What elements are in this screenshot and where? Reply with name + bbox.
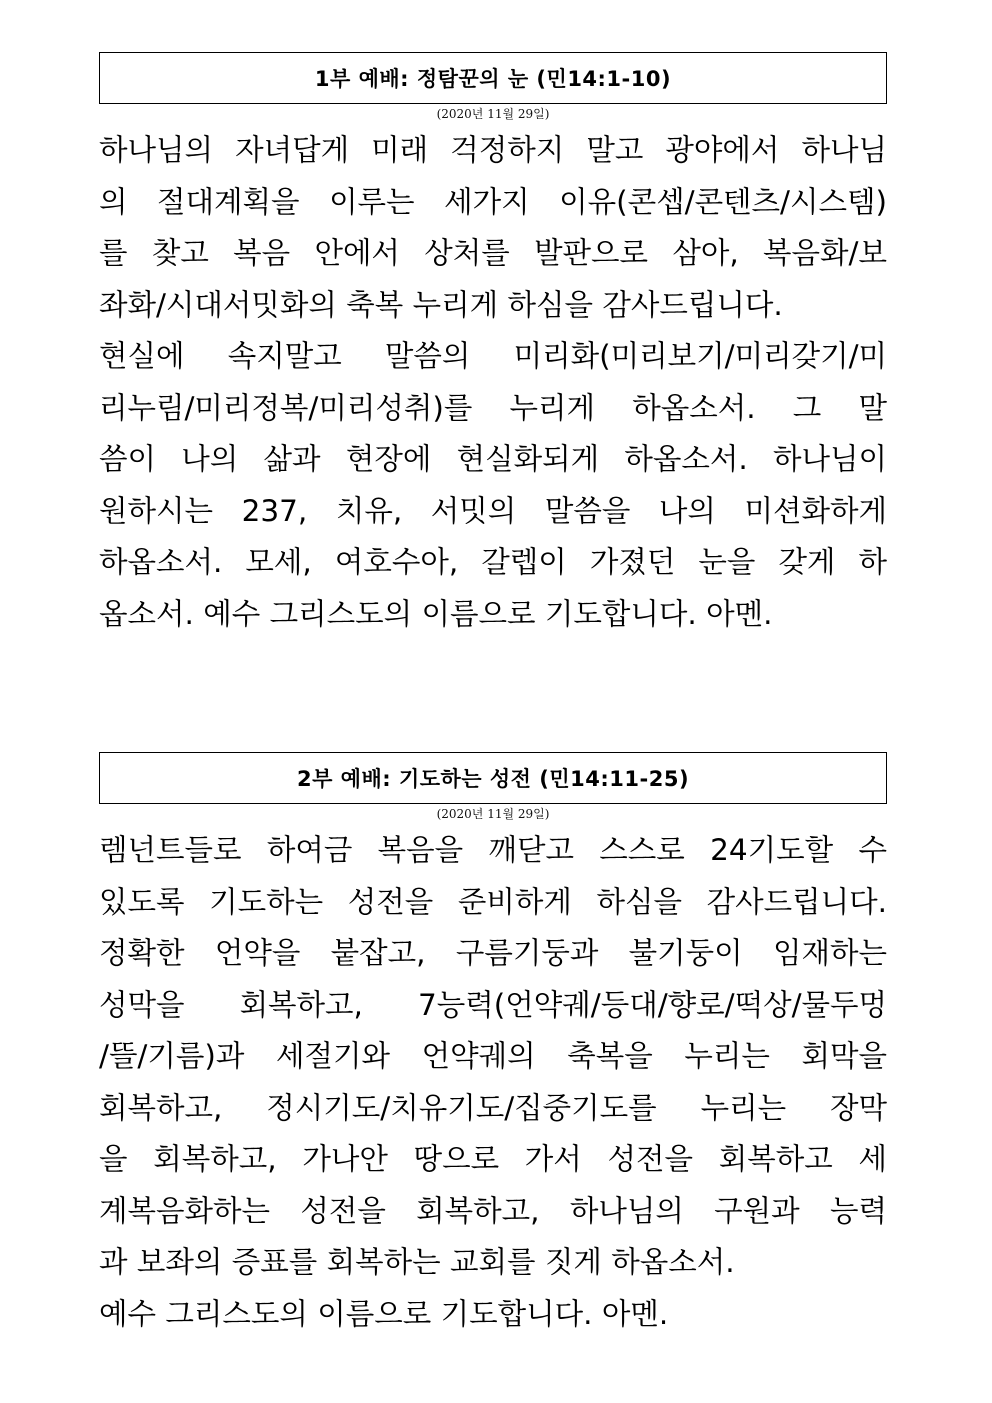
service-section-1 (99, 52, 887, 640)
service-section-2 (99, 752, 887, 1340)
prayer-text-1 (99, 125, 887, 640)
prayer-line: 하나님의 자녀답게 미래 걱정하지 말고 광야에서 하나님 (99, 133, 887, 167)
prayer-line: 의 절대계획을 이루는 세가지 이유(콘셉/콘텐츠/시스템) (99, 184, 887, 219)
prayer-line: 예수 그리스도의 이름으로 기도합니다. 아멘. (99, 1296, 669, 1331)
prayer-line: 정확한 언약을 붙잡고, 구름기둥과 불기둥이 임재하는 (99, 936, 887, 970)
prayer-line: 리누림/미리정복/미리성취)를 누리게 하옵소서. 그 말 (99, 390, 887, 425)
prayer-line: 을 회복하고, 가나안 땅으로 가서 성전을 회복하고 세 (99, 1142, 887, 1176)
service-title-1: 1부 예배: 정탐꾼의 눈 (민14:1-10) (314, 67, 672, 91)
service-date-2: (2020년 11월 29일) (436, 807, 550, 821)
service-title-box-2 (99, 752, 887, 804)
service-title-2: 2부 예배: 기도하는 성전 (민14:11-25) (296, 767, 690, 791)
prayer-line: 회복하고, 정시기도/치유기도/집중기도를 누리는 장막 (99, 1090, 887, 1125)
prayer-text-2 (99, 825, 887, 1340)
prayer-line: 원하시는 237, 치유, 서밋의 말씀을 나의 미션화하게 (99, 493, 887, 528)
prayer-line: 씀이 나의 삶과 현장에 현실화되게 하옵소서. 하나님이 (99, 442, 887, 476)
prayer-line: 렘넌트들로 하여금 복음을 깨닫고 스스로 24기도할 수 (99, 833, 887, 867)
prayer-line: 를 찾고 복음 안에서 상처를 발판으로 삼아, 복음화/보 (99, 236, 887, 270)
prayer-line: 과 보좌의 증표를 회복하는 교회를 짓게 하옵소서. (99, 1245, 735, 1279)
prayer-line: 하옵소서. 모세, 여호수아, 갈렙이 가졌던 눈을 갖게 하 (99, 545, 887, 579)
prayer-line: 성막을 회복하고, 7능력(언약궤/등대/향로/떡상/물두멍 (99, 987, 887, 1022)
prayer-line: /뜰/기름)과 세절기와 언약궤의 축복을 누리는 회막을 (99, 1039, 887, 1073)
prayer-line: 있도록 기도하는 성전을 준비하게 하심을 감사드립니다. (99, 884, 887, 919)
prayer-line: 계복음화하는 성전을 회복하고, 하나님의 구원과 능력 (99, 1193, 887, 1228)
prayer-line: 옵소서. 예수 그리스도의 이름으로 기도합니다. 아멘. (99, 596, 773, 631)
prayer-line: 현실에 속지말고 말씀의 미리화(미리보기/미리갖기/미 (99, 339, 887, 373)
service-title-box-1 (99, 52, 887, 104)
service-date-1: (2020년 11월 29일) (436, 107, 550, 121)
prayer-line: 좌화/시대서밋화의 축복 누리게 하심을 감사드립니다. (99, 287, 783, 322)
